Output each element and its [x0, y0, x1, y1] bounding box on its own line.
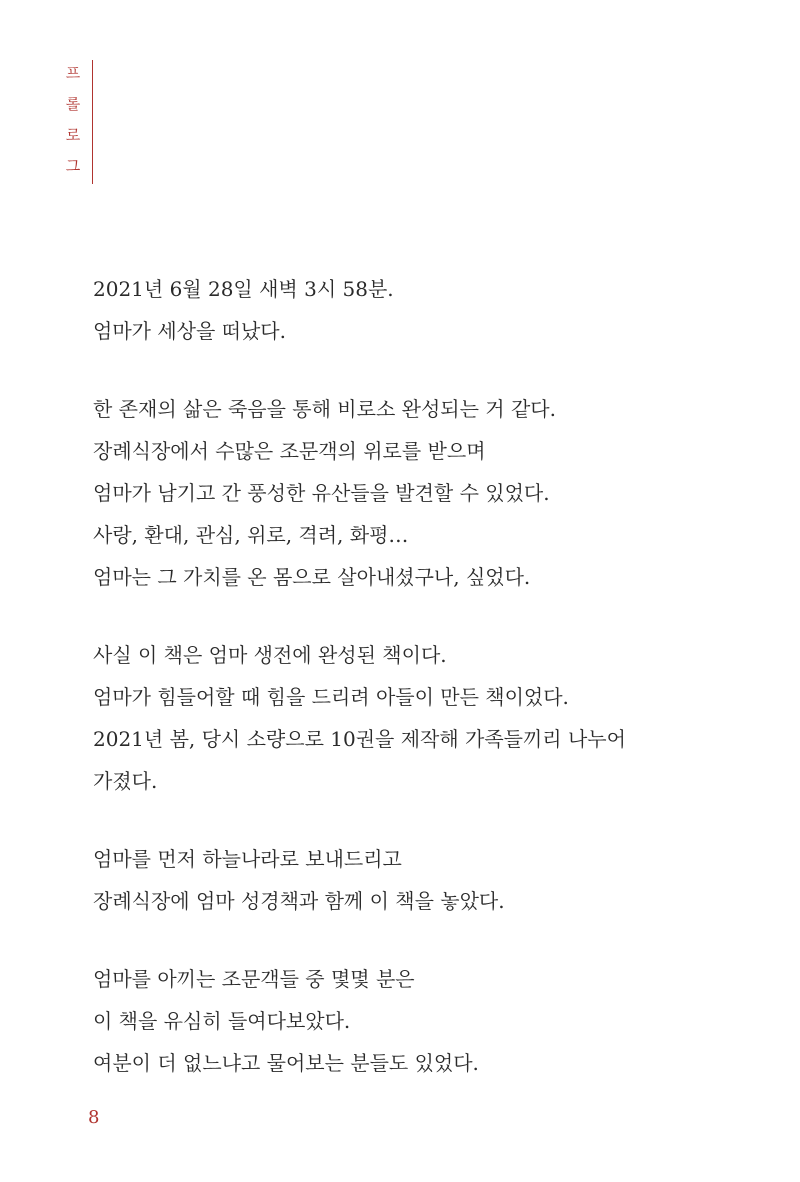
page-number: 8: [88, 1107, 100, 1128]
text-line: 엄마를 아끼는 조문객들 중 몇몇 분은: [93, 967, 415, 991]
text-line: 사랑, 환대, 관심, 위로, 격려, 화평…: [93, 523, 409, 547]
chapter-label-char: 그: [65, 157, 81, 175]
text-line: 엄마는 그 가치를 온 몸으로 살아내셨구나, 싶었다.: [93, 565, 531, 589]
prologue-body: [93, 268, 713, 1120]
text-line: 엄마가 세상을 떠났다.: [93, 319, 286, 343]
paragraph-5: [93, 958, 713, 1084]
text-line: 이 책을 유심히 들여다보았다.: [93, 1009, 351, 1033]
text-line: 장례식장에서 수많은 조문객의 위로를 받으며: [93, 439, 486, 463]
chapter-side-label: [60, 58, 86, 182]
text-line: 가졌다.: [93, 769, 158, 793]
paragraph-3: [93, 634, 713, 802]
chapter-label-char: 프: [65, 64, 81, 82]
text-line: 여분이 더 없느냐고 물어보는 분들도 있었다.: [93, 1051, 479, 1075]
text-line: 2021년 봄, 당시 소량으로 10권을 제작해 가족들끼리 나누어: [93, 727, 626, 751]
text-line: 엄마를 먼저 하늘나라로 보내드리고: [93, 847, 402, 871]
text-line: 한 존재의 삶은 죽음을 통해 비로소 완성되는 거 같다.: [93, 397, 556, 421]
text-line: 엄마가 힘들어할 때 힘을 드리려 아들이 만든 책이었다.: [93, 685, 569, 709]
text-line: 2021년 6월 28일 새벽 3시 58분.: [93, 277, 394, 301]
chapter-label-char: 롤: [65, 95, 81, 113]
text-line: 엄마가 남기고 간 풍성한 유산들을 발견할 수 있었다.: [93, 481, 550, 505]
paragraph-1: [93, 268, 713, 352]
paragraph-2: [93, 388, 713, 598]
chapter-label-char: 로: [65, 126, 81, 144]
text-line: 사실 이 책은 엄마 생전에 완성된 책이다.: [93, 643, 447, 667]
text-line: 장례식장에 엄마 성경책과 함께 이 책을 놓았다.: [93, 889, 505, 913]
paragraph-4: [93, 838, 713, 922]
chapter-side-rule: [92, 60, 93, 184]
